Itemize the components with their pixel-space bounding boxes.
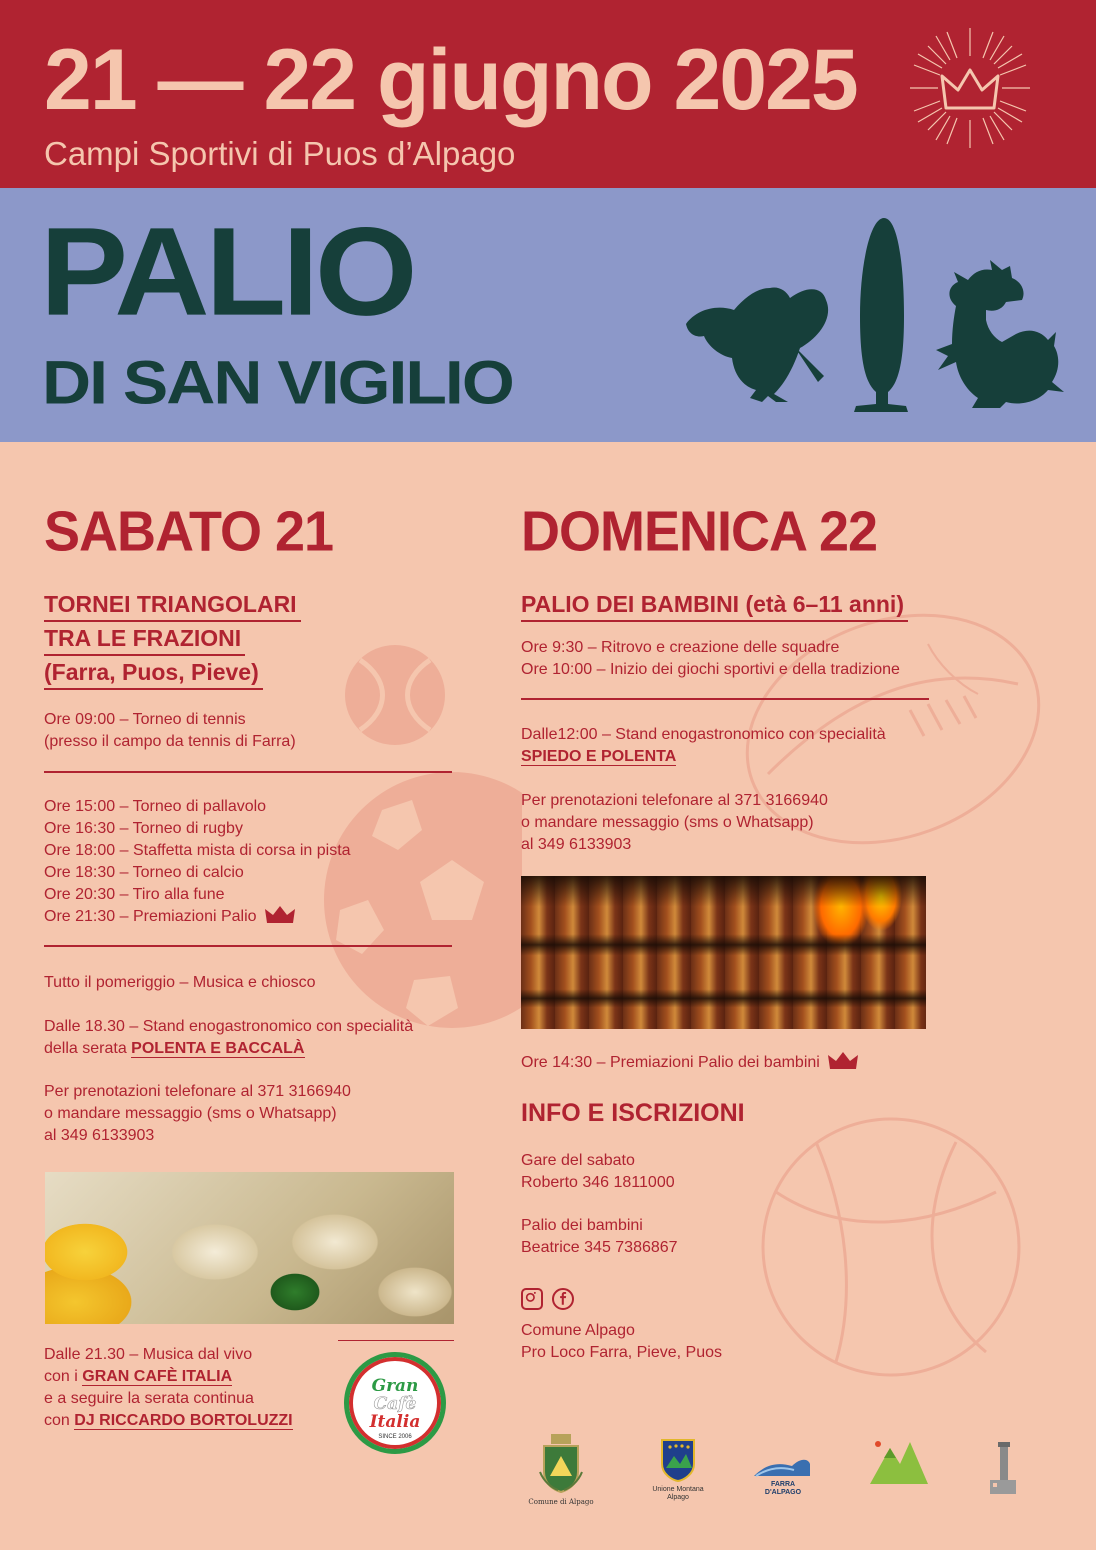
mascot-silhouettes [676,206,1066,426]
booking-line: al 349 6133903 [521,836,632,853]
dj-name: DJ RICCARDO BORTOLUZZI [74,1412,293,1429]
event-title: PALIO [40,201,414,342]
spiedo-photo [521,876,926,1029]
info-contact-children [521,1215,678,1259]
info-heading: INFO E ISCRIZIONI [521,1099,745,1127]
schedule-line: Ore 16:30 – Torneo di rugby [44,820,243,837]
event-date: 21 — 22 giugno 2025 [44,32,857,128]
logo-text: Cafè [373,1394,417,1414]
farra-alpago-wave-icon [752,1454,812,1482]
booking-line: al 349 6133903 [44,1127,155,1144]
contact-value: Beatrice 345 7386867 [521,1239,678,1256]
booking-line: o mandare messaggio (sms o Whatsapp) [44,1105,337,1122]
divider [44,771,452,773]
farra-caption: FARRA D'ALPAGO [764,1481,802,1496]
schedule-note: (presso il campo da tennis di Farra) [44,733,296,750]
sunday-awards [521,1052,858,1074]
divider [521,698,929,700]
schedule-line: Ore 10:00 – Inizio dei giochi sportivi e della tradizione [521,661,900,678]
schedule-line: Ore 9:30 – Ritrovo e creazione delle squadre [521,639,840,656]
saturday-music [44,1344,293,1432]
logo-text: Gran [371,1376,419,1396]
booking-line: o mandare messaggio (sms o Whatsapp) [521,814,814,831]
food-line-2 [44,1038,413,1060]
food-line: Dalle 18.30 – Stand enogastronomico con specialità [44,1018,414,1035]
sunday-food [521,724,886,768]
saturday-booking [44,1081,351,1147]
pro-loco-mountains-icon [868,1436,930,1490]
music-prefix: con i [44,1368,78,1385]
crown-icon [828,1052,858,1070]
music-prefix: con [44,1412,70,1429]
cypress-icon [854,218,908,412]
saturday-heading: SABATO 21 [44,499,334,563]
saturday-title-line: (Farra, Puos, Pieve) [44,656,263,690]
pro-loco-tower-icon [986,1440,1020,1498]
booking-line: Per prenotazioni telefonare al 371 3166940 [44,1083,351,1100]
sunday-schedule [521,637,900,681]
unione-montana-crest-icon [660,1438,696,1482]
awards-line: Ore 14:30 – Premiazioni Palio dei bambini [521,1054,820,1071]
music-line-4 [44,1410,293,1432]
schedule-line: Ore 18:30 – Torneo di calcio [44,864,244,881]
polenta-baccala-photo [45,1172,454,1324]
schedule-line: Ore 21:30 – Premiazioni Palio [44,908,257,925]
food-highlight: POLENTA E BACCALÀ [131,1040,305,1057]
volleyball-icon [756,1112,1026,1382]
logo-text: SINCE 2006 [378,1434,412,1440]
sunday-title: PALIO DEI BAMBINI (età 6–11 anni) [521,588,908,622]
schedule-line: Ore 20:30 – Tiro alla fune [44,886,225,903]
comune-alpago-crest-icon [538,1432,584,1496]
crown-burst-icon [908,26,1032,150]
event-subtitle: DI SAN VIGILIO [42,348,513,417]
dragon-icon [936,260,1064,408]
crown-icon [265,906,295,924]
info-contact-saturday [521,1150,675,1194]
sunday-booking [521,790,828,856]
logo-text: Italia [369,1412,421,1432]
sunday-section-title [521,588,908,622]
saturday-food [44,1016,413,1060]
band-name: GRAN CAFÈ ITALIA [82,1368,233,1385]
afternoon-line: Tutto il pomeriggio – Musica e chiosco [44,974,316,991]
schedule-line-awards [44,906,351,928]
organizer-line: Comune Alpago [521,1322,635,1339]
food-line: Dalle12:00 – Stand enogastronomico con specialità [521,726,886,743]
schedule-line: Ore 18:00 – Staffetta mista di corsa in pista [44,842,351,859]
saturday-title-line: TRA LE FRAZIONI [44,622,245,656]
tennis-block [44,709,296,753]
eagle-icon [686,287,828,402]
contact-label: Gare del sabato [521,1152,635,1169]
tennis-ball-icon [340,640,450,750]
schedule-line: Ore 09:00 – Torneo di tennis [44,711,246,728]
schedule-line: Ore 15:00 – Torneo di pallavolo [44,798,267,815]
booking-line: Per prenotazioni telefonare al 371 3166940 [521,792,828,809]
comune-caption: Comune di Alpago [528,1498,594,1506]
music-line: e a seguire la serata continua [44,1390,254,1407]
music-line-2 [44,1366,293,1388]
food-highlight: SPIEDO E POLENTA [521,748,677,765]
gran-cafe-italia-logo [344,1352,446,1454]
food-prefix: della serata [44,1040,127,1057]
contact-label: Palio dei bambini [521,1217,643,1234]
soccer-ball-icon [322,770,522,1040]
sunday-heading: DOMENICA 22 [521,499,878,563]
instagram-icon [521,1288,543,1310]
saturday-title-line: TORNEI TRIANGOLARI [44,588,301,622]
event-venue: Campi Sportivi di Puos d’Alpago [44,135,516,172]
unione-caption: Unione Montana Alpago [652,1486,704,1501]
facebook-icon [552,1288,574,1310]
divider [44,945,452,947]
saturday-section-title [44,588,301,690]
divider [338,1340,454,1341]
contact-value: Roberto 346 1811000 [521,1174,675,1191]
organizers [521,1320,722,1364]
music-line: Dalle 21.30 – Musica dal vivo [44,1346,253,1363]
organizer-line: Pro Loco Farra, Pieve, Puos [521,1344,722,1361]
saturday-schedule [44,796,351,928]
